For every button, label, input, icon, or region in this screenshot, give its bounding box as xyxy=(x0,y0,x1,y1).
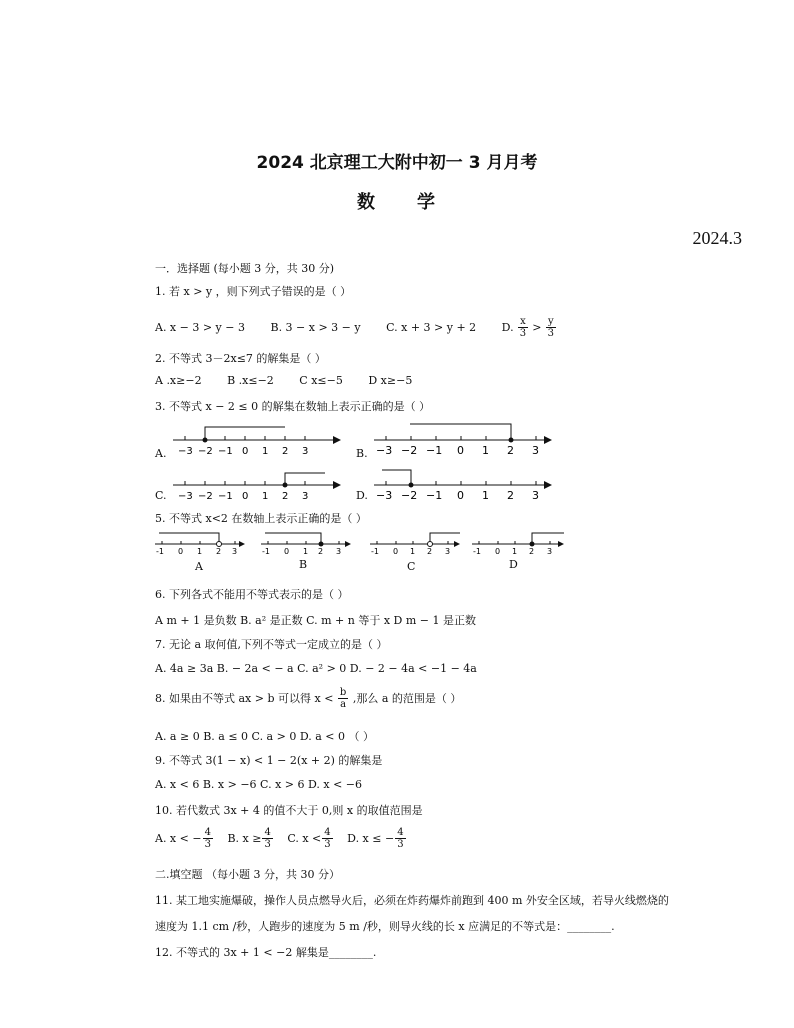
q5-label-d: D xyxy=(509,558,518,571)
svg-text:2: 2 xyxy=(282,491,289,502)
q5-label-c: C xyxy=(407,560,416,573)
question-2-options xyxy=(155,374,434,387)
svg-text:1: 1 xyxy=(262,446,269,457)
svg-text:−3: −3 xyxy=(178,491,193,502)
q3-label-d: D. xyxy=(356,489,368,502)
svg-text:1: 1 xyxy=(197,547,203,556)
svg-text:−3: −3 xyxy=(376,444,393,457)
fraction: $\frac{4}{3}$ xyxy=(324,827,331,850)
svg-text:-1: -1 xyxy=(156,547,164,556)
q1-option-b: B. 3 − x > 3 − y xyxy=(270,321,361,334)
q5-number-line-c xyxy=(368,530,463,558)
exam-date: 2024.3 xyxy=(692,228,742,248)
question-11-line-1: 11. 某工地实施爆破，操作人员点燃导火后，必须在炸药爆炸前跑到 400 m 外安全区域，若导火线燃烧的 xyxy=(155,894,669,907)
q1-option-d: D. $\frac{x}{3}$ > $\frac{y}{3}$ xyxy=(501,316,554,339)
svg-text:−2: −2 xyxy=(198,491,213,502)
solid-dot xyxy=(319,542,324,547)
q5-number-line-d xyxy=(470,530,570,558)
q3-number-line-d xyxy=(368,465,558,505)
question-1-stem: 1. 若 x > y ，则下列式子错误的是（ ） xyxy=(155,285,352,298)
svg-text:3: 3 xyxy=(232,547,238,556)
question-6-options: A m + 1 是负数 B. a² 是正数 C. m + n 等于 x D m − 1 是正数 xyxy=(155,614,476,627)
question-6-stem: 6. 下列各式不能用不等式表示的是（ ） xyxy=(155,588,349,601)
svg-text:−3: −3 xyxy=(178,446,193,457)
fraction: $\frac{x}{3}$ xyxy=(519,316,527,339)
svg-text:-1: -1 xyxy=(262,547,270,556)
question-7-options: A. 4a ≥ 3a B. − 2a < − a C. a² > 0 D. − 2 − 4a < −1 − 4a xyxy=(155,662,477,675)
q3-label-b: B. xyxy=(356,447,368,460)
q2-option-a: A .x≥−2 xyxy=(155,374,202,387)
fraction: $\frac{b}{a}$ xyxy=(339,687,347,710)
svg-text:−2: −2 xyxy=(198,446,213,457)
question-9-options: A. x < 6 B. x > −6 C. x > 6 D. x < −6 xyxy=(155,778,363,791)
q2-option-b: B .x≤−2 xyxy=(227,374,274,387)
svg-text:2: 2 xyxy=(318,547,324,556)
svg-text:2: 2 xyxy=(529,547,535,556)
svg-text:0: 0 xyxy=(495,547,501,556)
svg-text:2: 2 xyxy=(282,446,289,457)
q5-label-a: A xyxy=(195,560,203,573)
q5-label-b: B xyxy=(299,558,308,571)
svg-text:3: 3 xyxy=(445,547,451,556)
q10-option-b: B. x ≥ $\frac{4}{3}$ xyxy=(227,827,271,850)
svg-text:0: 0 xyxy=(242,491,249,502)
question-8-stem: 8. 如果由不等式 ax > b 可以得 x < $\frac{b}{a}$ ,那么 a 的范围是（ ） xyxy=(155,687,462,710)
svg-text:1: 1 xyxy=(482,444,489,457)
q3-number-line-c xyxy=(165,465,345,505)
q1-option-c: C. x + 3 > y + 2 xyxy=(386,321,477,334)
svg-text:0: 0 xyxy=(457,444,464,457)
section-fill-heading: 二.填空题 （每小题 3 分，共 30 分） xyxy=(155,868,340,881)
fraction: $\frac{4}{3}$ xyxy=(204,827,211,850)
svg-text:−1: −1 xyxy=(426,489,443,502)
svg-text:0: 0 xyxy=(242,446,249,457)
svg-text:-1: -1 xyxy=(473,547,481,556)
q5-number-line-a xyxy=(153,530,248,558)
svg-text:3: 3 xyxy=(336,547,342,556)
q3-label-c: C. xyxy=(155,489,167,502)
svg-text:2: 2 xyxy=(507,489,514,502)
q3-number-line-b xyxy=(368,420,558,460)
q1-option-a: A. x − 3 > y − 3 xyxy=(155,321,245,334)
q3-label-a: A. xyxy=(155,447,167,460)
question-9-stem: 9. 不等式 3(1 − x) < 1 − 2(x + 2) 的解集是 xyxy=(155,754,383,767)
q10-option-d: D. x ≤ − $\frac{4}{3}$ xyxy=(347,827,404,850)
svg-text:1: 1 xyxy=(512,547,518,556)
svg-text:−1: −1 xyxy=(218,446,233,457)
q10-option-c: C. x < $\frac{4}{3}$ xyxy=(287,827,331,850)
subject-title: 数 学 xyxy=(357,192,437,213)
svg-text:1: 1 xyxy=(410,547,416,556)
svg-text:−3: −3 xyxy=(376,489,393,502)
svg-text:0: 0 xyxy=(178,547,184,556)
svg-text:0: 0 xyxy=(457,489,464,502)
svg-text:0: 0 xyxy=(284,547,290,556)
exam-title: 2024 北京理工大附中初一 3 月月考 xyxy=(256,153,538,173)
question-7-stem: 7. 无论 a 取何值,下列不等式一定成立的是（ ） xyxy=(155,638,388,651)
q10-option-a: A. x < − $\frac{4}{3}$ xyxy=(155,827,211,850)
question-2-stem: 2. 不等式 3－2x≤7 的解集是（ ） xyxy=(155,352,326,365)
svg-text:1: 1 xyxy=(262,491,269,502)
svg-text:3: 3 xyxy=(532,489,539,502)
fraction: $\frac{y}{3}$ xyxy=(547,316,554,339)
svg-text:−2: −2 xyxy=(401,444,418,457)
question-11-line-2: 速度为 1.1 cm /秒，人跑步的速度为 5 m /秒，则导火线的长 x 应满足的不等式是：________. xyxy=(155,920,615,933)
svg-text:−1: −1 xyxy=(218,491,233,502)
question-1-options xyxy=(155,317,557,339)
q3-number-line-a xyxy=(165,420,345,460)
hollow-dot xyxy=(428,542,433,547)
svg-text:−2: −2 xyxy=(401,489,418,502)
svg-text:-1: -1 xyxy=(371,547,379,556)
svg-text:0: 0 xyxy=(393,547,399,556)
question-5-stem: 5. 不等式 x<2 在数轴上表示正确的是（ ） xyxy=(155,512,367,525)
svg-text:3: 3 xyxy=(532,444,539,457)
question-10-stem: 10. 若代数式 3x + 4 的值不大于 0,则 x 的取值范围是 xyxy=(155,804,423,817)
question-10-options xyxy=(155,828,429,850)
svg-text:2: 2 xyxy=(507,444,514,457)
svg-text:3: 3 xyxy=(547,547,553,556)
svg-text:3: 3 xyxy=(302,491,309,502)
question-12-stem: 12. 不等式的 3x + 1 < −2 解集是________. xyxy=(155,946,377,959)
q2-option-d: D x≥−5 xyxy=(368,374,413,387)
svg-text:1: 1 xyxy=(303,547,309,556)
fraction: $\frac{4}{3}$ xyxy=(264,827,271,850)
solid-dot xyxy=(530,542,535,547)
hollow-dot xyxy=(217,542,222,547)
svg-text:2: 2 xyxy=(427,547,433,556)
q5-number-line-b xyxy=(259,530,354,558)
fraction: $\frac{4}{3}$ xyxy=(397,827,404,850)
question-8-options: A. a ≥ 0 B. a ≤ 0 C. a > 0 D. a < 0 （ ） xyxy=(155,730,375,743)
svg-text:2: 2 xyxy=(216,547,222,556)
question-3-stem: 3. 不等式 x − 2 ≤ 0 的解集在数轴上表示正确的是（ ） xyxy=(155,400,431,413)
svg-text:−1: −1 xyxy=(426,444,443,457)
svg-text:3: 3 xyxy=(302,446,309,457)
section-choice-heading: 一．选择题 (每小题 3 分，共 30 分) xyxy=(155,262,335,275)
svg-text:1: 1 xyxy=(482,489,489,502)
q2-option-c: C x≤−5 xyxy=(299,374,343,387)
